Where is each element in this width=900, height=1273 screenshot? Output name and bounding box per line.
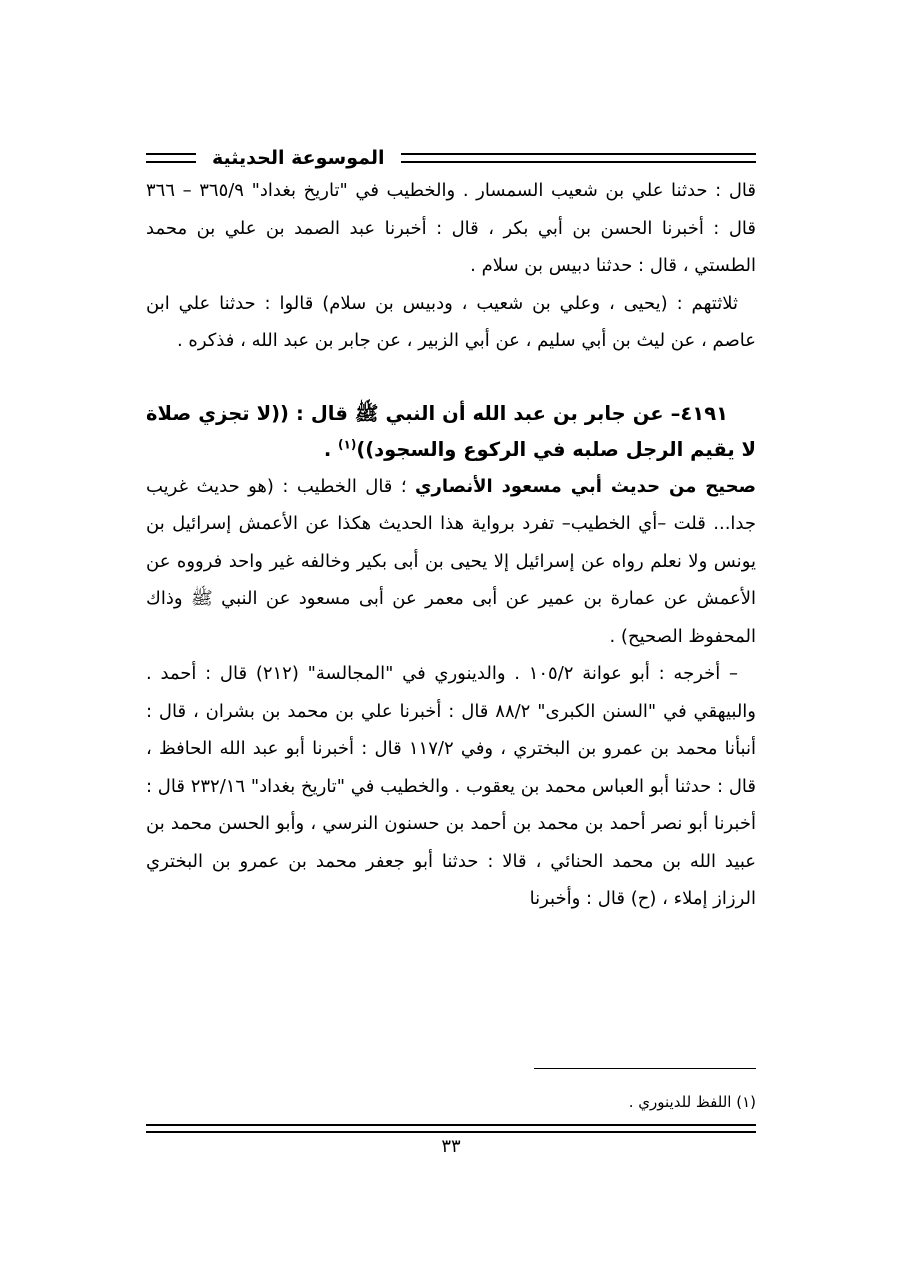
- grading-text: ؛ قال الخطيب : (هو حديث غريب جدا... قلت –أي الخطيب– تفرد برواية هذا الحديث هكذا عن الأعمش إسرائيل بن يونس ولا نعلم رواه عن إسرائيل إلا يحيى بن أبى بكير وخالفه غير واحد فرووه عن الأعمش عن عمارة بن عمير عن أبى معمر عن أبى مسعود عن النبي ﷺ وذاك المحفوظ الصحيح) .: [146, 475, 756, 647]
- paragraph-three-narrators: ثلاثتهم : (يحيى ، وعلي بن شعيب ، ودبيس بن سلام) قالوا : حدثنا علي ابن عاصم ، عن ليث بن أبي سليم ، عن أبي الزبير ، عن جابر بن عبد الله ، فذكره .: [146, 292, 756, 351]
- footnote: (١) اللفظ للدينوري .: [628, 1093, 756, 1111]
- header-title: الموسوعة الحديثية: [212, 147, 385, 169]
- hadith-end: .: [323, 437, 339, 461]
- paragraph-chain-of-narration: قال : حدثنا علي بن شعيب السمسار . والخطيب في "تاريخ بغداد" ٣٦٥/٩ – ٣٦٦ قال : أخبرنا الحسن بن أبي بكر ، قال : أخبرنا عبد الصمد بن علي بن محمد الطستي ، قال : حدثنا دبيس بن سلام .: [146, 180, 756, 276]
- footnote-reference: (١): [338, 437, 357, 451]
- page-number: ٣٣: [441, 1136, 461, 1157]
- running-header: [146, 144, 756, 172]
- hadith-text: ٤١٩١– عن جابر بن عبد الله أن النبي ﷺ قال : ((لا تجزي صلاة لا يقيم الرجل صلبه في الركوع والسجود)): [146, 401, 756, 461]
- footer-double-rule: [146, 1124, 756, 1133]
- section-gap: [146, 360, 756, 396]
- grading-verdict: صحيح من حديث أبي مسعود الأنصاري: [414, 475, 756, 497]
- hadith-4191: [146, 396, 756, 468]
- footnote-separator: [534, 1068, 756, 1069]
- header-double-rule-right: [401, 153, 757, 163]
- main-text: [146, 172, 756, 918]
- header-double-rule-left: [146, 153, 196, 163]
- paragraph-grading: [146, 468, 756, 656]
- paragraph-takhrij: – أخرجه : أبو عوانة ١٠٥/٢ . والدينوري في "المجالسة" (٢١٢) قال : أحمد . والبيهقي في "السنن الكبرى" ٨٨/٢ قال : أخبرنا علي بن محمد بن بشران ، قال : أنبأنا محمد بن عمرو بن البختري ، وفي ١١٧/٢ قال : أخبرنا أبو عبد الله الحافظ ، قال : حدثنا أبو العباس محمد بن يعقوب . والخطيب في "تاريخ بغداد" ٢٣٢/١٦ قال : أخبرنا أبو نصر أحمد بن محمد بن أحمد بن حسنون النرسي ، وأبو الحسن محمد بن عبيد الله بن محمد الحنائي ، قالا : حدثنا أبو جعفر محمد بن عمرو بن البختري الرزاز إملاء ، (ح) قال : وأخبرنا: [146, 663, 757, 909]
